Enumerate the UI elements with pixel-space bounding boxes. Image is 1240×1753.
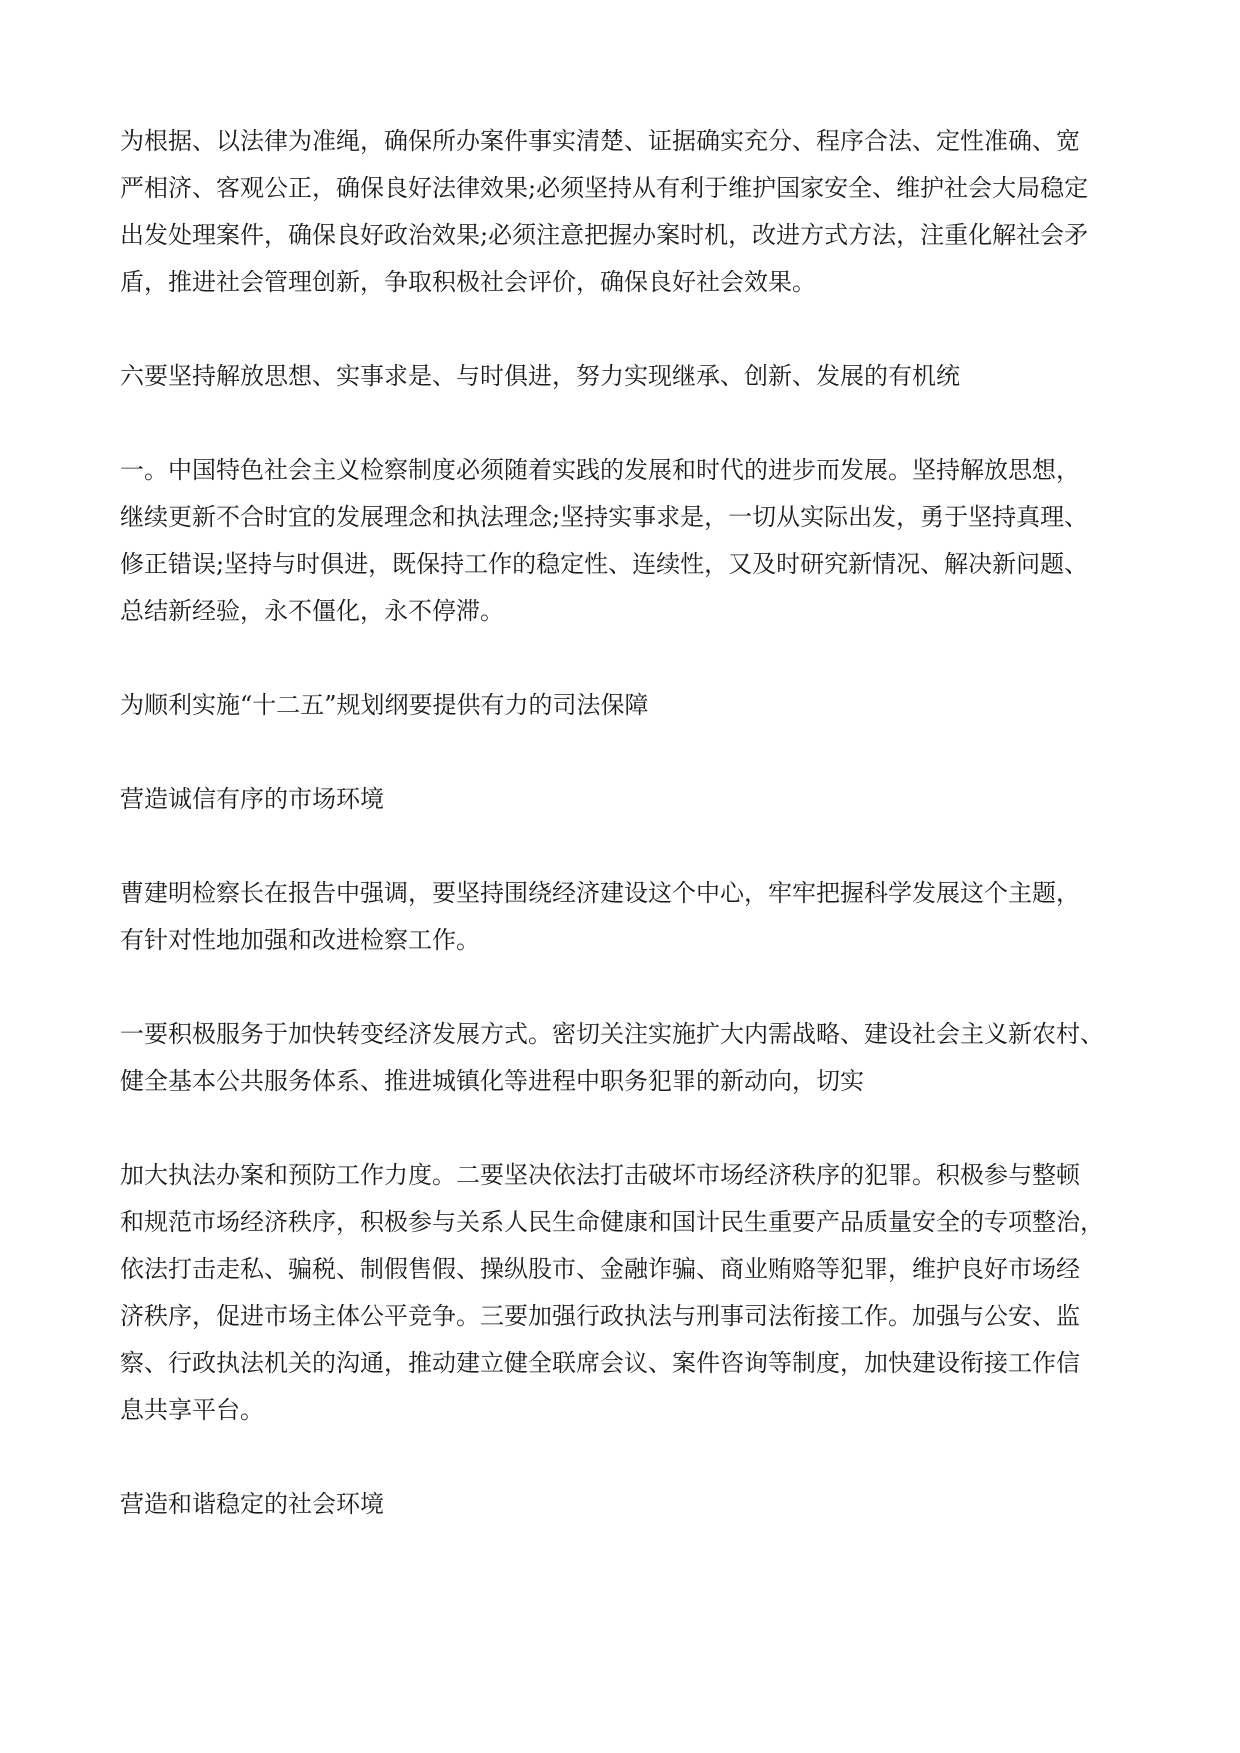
paragraph-gap bbox=[120, 1434, 1130, 1481]
paragraph-gap bbox=[120, 1105, 1130, 1152]
paragraph-6: 曹建明检察长在报告中强调，要坚持围绕经济建设这个中心，牢牢把握科学发展这个主题， 有针对性地加强和改进检察工作。 bbox=[120, 879, 1080, 954]
paragraph-2: 六要坚持解放思想、实事求是、与时俱进，努力实现继承、创新、发展的有机统 bbox=[120, 362, 960, 390]
paragraph-gap bbox=[120, 400, 1130, 447]
paragraph-8: 加大执法办案和预防工作力度。二要坚决依法打击破坏市场经济秩序的犯罪。积极参与整顿 和规范市场经济秩序，积极参与关系人民生命健康和国计民生重要产品质量安全的专项整治， 依法打击走私、骗税、制假售假、操纵股市、金融诈骗、商业贿赂等犯罪，维护良好市场经 济秩序，促进市场主体公平竞争。三要加强行政执法与刑事司法衔接工作。加强与公安、监 察、行政执法机关的沟通，推动建立健全联席会议、案件咨询等制度，加快建设衔接工作信 息共享平台。 bbox=[120, 1161, 1104, 1424]
paragraph-gap bbox=[120, 729, 1130, 776]
heading-market-environment: 营造诚信有序的市场环境 bbox=[120, 785, 384, 813]
paragraph-7: 一要积极服务于加快转变经济发展方式。密切关注实施扩大内需战略、建设社会主义新农村、 健全基本公共服务体系、推进城镇化等进程中职务犯罪的新动向，切实 bbox=[120, 1020, 1104, 1095]
paragraph-gap bbox=[120, 635, 1130, 682]
heading-social-environment: 营造和谐稳定的社会环境 bbox=[120, 1490, 384, 1518]
paragraph-gap bbox=[120, 964, 1130, 1011]
paragraph-gap bbox=[120, 306, 1130, 353]
paragraph-1: 为根据、以法律为准绳，确保所办案件事实清楚、证据确实充分、程序合法、定性准确、宽 严相济、客观公正，确保良好法律效果;必须坚持从有利于维护国家安全、维护社会大局稳定 出发处理案件，确保良好政治效果;必须注意把握办案时机，改进方式方法，注重化解社会矛 盾，推进社会管理创新，争取积极社会评价，确保良好社会效果。 bbox=[120, 127, 1089, 296]
paragraph-3: 一。中国特色社会主义检察制度必须随着实践的发展和时代的进步而发展。坚持解放思想， 继续更新不合时宜的发展理念和执法理念;坚持实事求是，一切从实际出发，勇于坚持真理、 修正错误;坚持与时俱进，既保持工作的稳定性、连续性，又及时研究新情况、解决新问题、 总结新经验，永不僵化，永不停滞。 bbox=[120, 456, 1089, 625]
paragraph-gap bbox=[120, 823, 1130, 870]
heading-plan-guarantee: 为顺利实施“十二五”规划纲要提供有力的司法保障 bbox=[120, 691, 649, 719]
